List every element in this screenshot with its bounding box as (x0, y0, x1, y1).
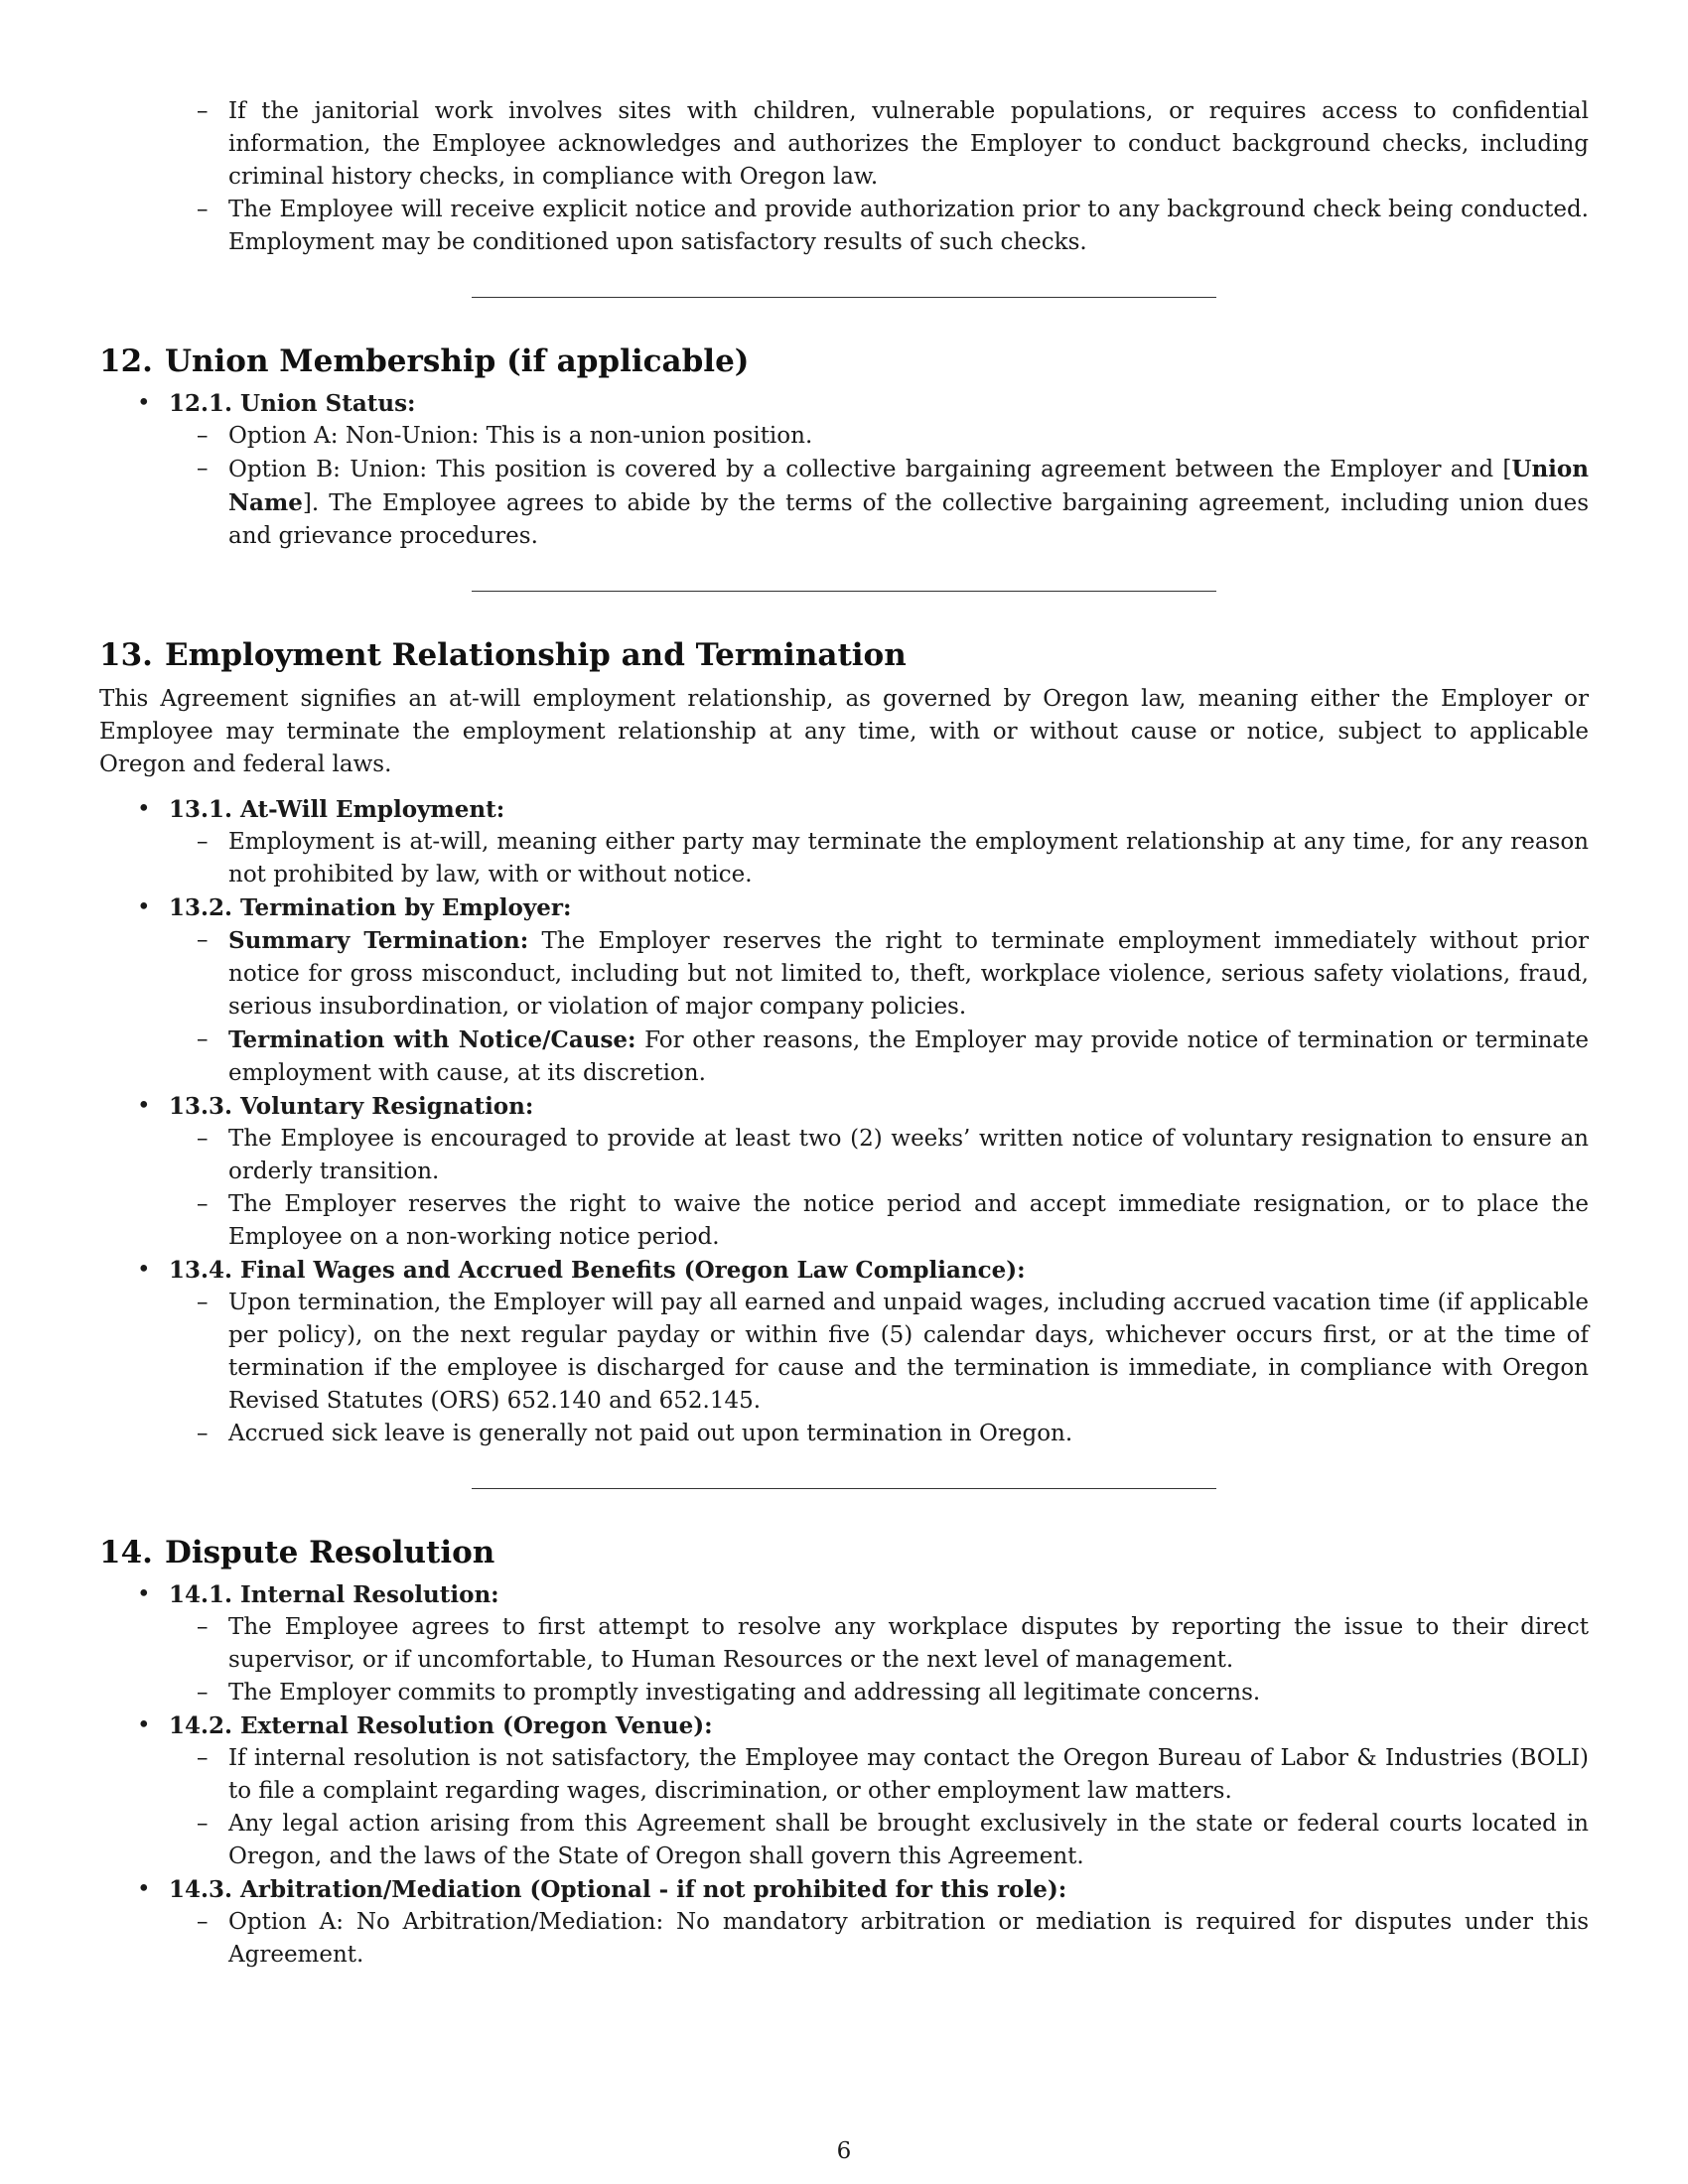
item-title: • 13.3. Voluntary Resignation: (169, 1093, 534, 1120)
list-item (99, 793, 1589, 891)
list-item: – The Employee will receive explicit notice and provide authorization prior to any background check being conducted. Employment may be conditioned upon satisfactory results of such checks. (99, 194, 1589, 259)
item-title: • 13.1. At-Will Employment: (169, 796, 505, 823)
item-title: • 14.2. External Resolution (Oregon Venue): (169, 1712, 713, 1739)
item-title: • 13.4. Final Wages and Accrued Benefits (Oregon Law Compliance): (169, 1257, 1026, 1284)
item-title: • 12.1. Union Status: (169, 390, 416, 417)
item-title: • 13.2. Termination by Employer: (169, 894, 572, 921)
section-11-tail-list (99, 95, 1589, 259)
list-item: – If internal resolution is not satisfactory, the Employee may contact the Oregon Bureau of Labor & Industries (BOLI) to file a complaint regarding wages, discrimination, or other employment law matters. (169, 1742, 1589, 1808)
list-item: – The Employee agrees to first attempt to resolve any workplace disputes by reporting the issue to their direct supervisor, or if uncomfortable, to Human Resources or the next level of management. (169, 1611, 1589, 1677)
list-item: – Any legal action arising from this Agreement shall be brought exclusively in the state or federal courts located in Oregon, and the laws of the State of Oregon shall govern this Agreement. (169, 1808, 1589, 1873)
list-item: – The Employer reserves the right to waive the notice period and accept immediate resignation, or to place the Employee on a non-working notice period. (169, 1188, 1589, 1254)
list-item (99, 1578, 1589, 1709)
list-item: – Termination with Notice/Cause: For other reasons, the Employer may provide notice of termination or terminate employment with cause, at its discretion. (169, 1024, 1589, 1090)
list-item: – Employment is at-will, meaning either party may terminate the employment relationship at any time, for any reason not prohibited by law, with or without notice. (169, 826, 1589, 891)
item-title: • 14.1. Internal Resolution: (169, 1581, 499, 1608)
list-item: – Option A: Non-Union: This is a non-union position. (169, 420, 1589, 453)
section-14-list (99, 1578, 1589, 1972)
list-item (99, 1090, 1589, 1254)
list-item (99, 891, 1589, 1090)
list-item: – Summary Termination: The Employer reserves the right to terminate employment immediately without prior notice for gross misconduct, including but not limited to, theft, workplace violence, serious safety violations, fraud, serious insubordination, or violation of major company policies. (169, 924, 1589, 1024)
list-item: – Option B: Union: This position is covered by a collective bargaining agreement between the Employer and [Union Name]. The Employee agrees to abide by the terms of the collective bargaining agreement, including union dues and grievance procedures. (169, 453, 1589, 553)
section-14-heading: 14. Dispute Resolution (99, 1535, 495, 1570)
list-item (99, 387, 1589, 553)
section-13-intro: This Agreement signifies an at-will employment relationship, as governed by Oregon law, meaning either the Employer or Employee may terminate the employment relationship at any time, with or without cause or notice, subject to applicable Oregon and federal laws. (99, 686, 1589, 777)
list-item: – Upon termination, the Employer will pay all earned and unpaid wages, including accrued vacation time (if applicable per policy), on the next regular payday or within five (5) calendar days, whichever occurs first, or at the time of termination if the employee is discharged for cause and the termination is immediate, in compliance with Oregon Revised Statutes (ORS) 652.140 and 652.145. (169, 1287, 1589, 1418)
item-title: • 14.3. Arbitration/Mediation (Optional - if not prohibited for this role): (169, 1876, 1067, 1903)
section-12-heading: 12. Union Membership (if applicable) (99, 343, 750, 379)
section-12-list (99, 387, 1589, 553)
list-item: – If the janitorial work involves sites with children, vulnerable populations, or requires access to confidential information, the Employee acknowledges and authorizes the Employer to conduct background checks, including criminal history checks, in compliance with Oregon law. (99, 95, 1589, 194)
list-item (99, 1254, 1589, 1450)
page-number: 6 (836, 2138, 852, 2164)
list-item: – Accrued sick leave is generally not paid out upon termination in Oregon. (169, 1418, 1589, 1450)
list-item: – The Employer commits to promptly investigating and addressing all legitimate concerns. (169, 1677, 1589, 1709)
list-item: – Option A: No Arbitration/Mediation: No mandatory arbitration or mediation is required for disputes under this Agreement. (169, 1906, 1589, 1972)
list-item (99, 1709, 1589, 1873)
list-item: – The Employee is encouraged to provide at least two (2) weeks’ written notice of voluntary resignation to ensure an orderly transition. (169, 1123, 1589, 1188)
list-item (99, 1873, 1589, 1972)
section-13-heading: 13. Employment Relationship and Termination (99, 637, 907, 673)
section-13-list (99, 793, 1589, 1450)
